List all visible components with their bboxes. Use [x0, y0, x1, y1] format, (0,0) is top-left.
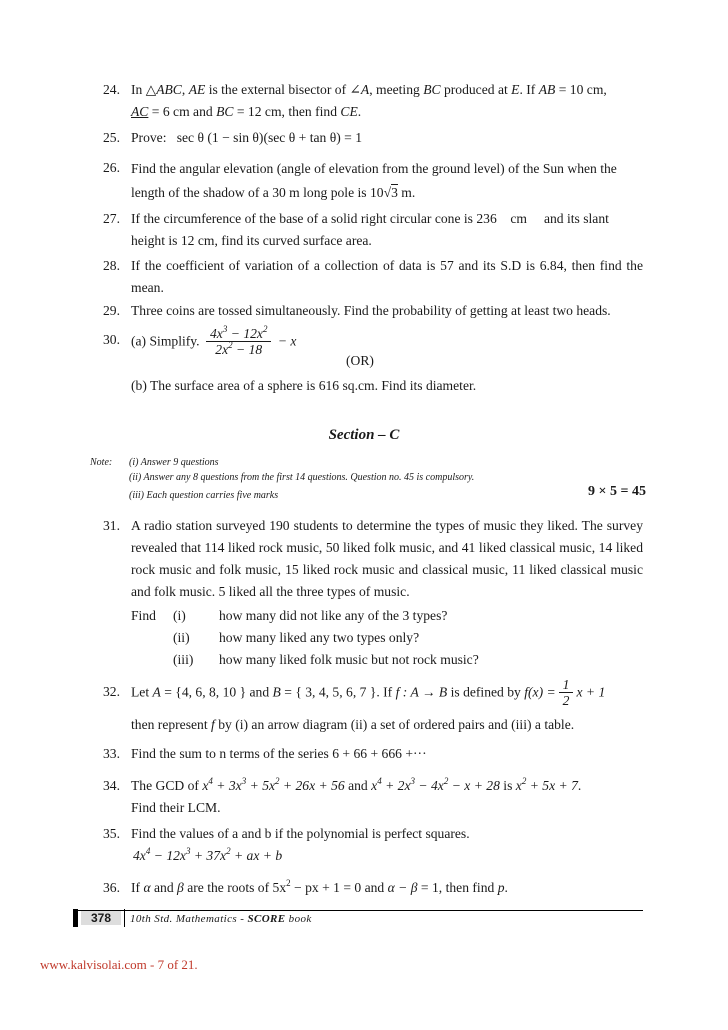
question-text: Let A = {4, 6, 8, 10 } and B = { 3, 4, 5, 6, 7 }. If f : A → B is defined by f(x) = $\frac{1}{2}$ x + 1 then represent f by (i) an arrow diagram (ii) a set of ordered pairs and (iii) a table. — [131, 677, 606, 732]
question-text: Find the angular elevation (angle of elevation from the ground level) of the Sun when the length of the shadow of a 30 m long pole is 10√3 m. — [131, 161, 617, 200]
sub-question: Find (i) how many did not like any of the 3 types? — [131, 608, 448, 623]
page-number: 378 — [81, 911, 121, 925]
fraction: $\frac{1}{2}$ — [559, 677, 574, 708]
question-text: Prove: sec θ (1 − sin θ)(sec θ + tan θ) = 1 — [131, 130, 363, 145]
sub-question: (ii) how many liked any two types only? — [173, 630, 420, 645]
fraction: $\frac{4x^3 - 12x^2}{2x^2 - 18}$ — [206, 326, 271, 357]
triangle-icon: △ — [145, 82, 157, 97]
question-33 — [103, 743, 643, 765]
sub-question: (iii) how many liked folk music but not rock music? — [173, 652, 479, 667]
question-text: A radio station surveyed 190 students to determine the types of music they liked. The survey revealed that 114 liked rock music, 50 liked folk music, and 41 liked classical music, 14 liked rock music and folk music, 15 liked rock music and classical music, 11 liked classical music and folk music. 5 liked all the three types of music. — [131, 518, 643, 599]
question-36 — [103, 877, 643, 899]
question-text: The GCD of $x^4 + 3x^3 + 5x^2 + 26x + 56$ and $x^4 + 2x^3 - 4x^2 - x + 28$ is $x^2 + 5x + 7$. Find their LCM. — [131, 776, 582, 815]
question-text: If the circumference of the base of a solid right circular cone is 236 cm and its slant height is 12 cm, find its curved surface area. — [131, 211, 609, 248]
question-number: 35. — [103, 826, 120, 841]
notes-list — [129, 455, 474, 503]
question-25 — [103, 127, 643, 149]
section-title: Section – C — [328, 427, 400, 443]
question-26 — [103, 157, 643, 205]
or-label: (OR) — [346, 353, 374, 368]
book-title: 10th Std. Mathematics - SCORE book — [130, 913, 312, 925]
question-number: 36. — [103, 880, 120, 895]
question-28 — [103, 255, 643, 299]
question-number: 28. — [103, 258, 120, 273]
question-32 — [103, 677, 643, 736]
question-35 — [103, 823, 643, 867]
question-text: In △ABC, AE is the external bisector of ∠A, meeting BC produced at E. If AB = 10 cm, AC = 6 cm and BC = 12 cm, then find CE. — [131, 82, 607, 119]
note-item: (iii) Each question carries five marks — [129, 490, 279, 501]
question-31 — [103, 515, 643, 671]
question-29 — [103, 300, 643, 322]
question-number: 25. — [103, 130, 120, 145]
source-url-link[interactable]: www.kalvisolai.com - 7 of 21. — [40, 957, 198, 972]
question-number: 27. — [103, 211, 120, 226]
question-text: (a) Simplify. $\frac{4x^3 - 12x^2}{2x^2 - 18}$ − x — [131, 324, 297, 357]
question-number: 34. — [103, 778, 120, 793]
question-number: 29. — [103, 303, 120, 318]
sqrt-icon: √ — [383, 185, 392, 200]
note-item: (ii) Answer any 8 questions from the first 14 questions. Question no. 45 is compulsory. — [129, 472, 475, 483]
question-number: 33. — [103, 746, 120, 761]
question-text: Find the values of a and b if the polynomial is perfect squares. $4x^4 - 12x^3 + 37x^2$ + ax + b — [131, 826, 470, 863]
sub-questions — [131, 605, 643, 671]
question-text: If α and β are the roots of $5x^2$ − px + 1 = 0 and α − β = 1, then find p. — [131, 878, 508, 895]
question-34 — [103, 775, 643, 819]
marks-total: 9 × 5 = 45 — [588, 484, 646, 499]
note-label: Note: — [90, 457, 113, 468]
note-item: (i) Answer 9 questions — [129, 457, 219, 468]
question-number: 26. — [103, 160, 120, 175]
question-number: 24. — [103, 82, 120, 97]
angle-icon: ∠ — [349, 82, 361, 97]
question-30b-text: (b) The surface area of a sphere is 616 sq.cm. Find its diameter. — [131, 378, 477, 393]
question-24 — [103, 79, 643, 123]
question-text: Three coins are tossed simultaneously. Find the probability of getting at least two heads. — [131, 303, 611, 318]
question-number: 30. — [103, 332, 120, 347]
footer-divider — [73, 910, 643, 911]
question-number: 31. — [103, 518, 120, 533]
equation: sec θ (1 − sin θ)(sec θ + tan θ) = 1 — [176, 130, 363, 145]
page-number-box — [73, 909, 125, 927]
question-text: Find the sum to n terms of the series 6 + 66 + 666 +··· — [131, 746, 427, 761]
question-text: If the coefficient of variation of a collection of data is 57 and its S.D is 6.84, then find the mean. — [131, 258, 643, 295]
question-number: 32. — [103, 684, 120, 699]
question-27 — [103, 208, 643, 252]
